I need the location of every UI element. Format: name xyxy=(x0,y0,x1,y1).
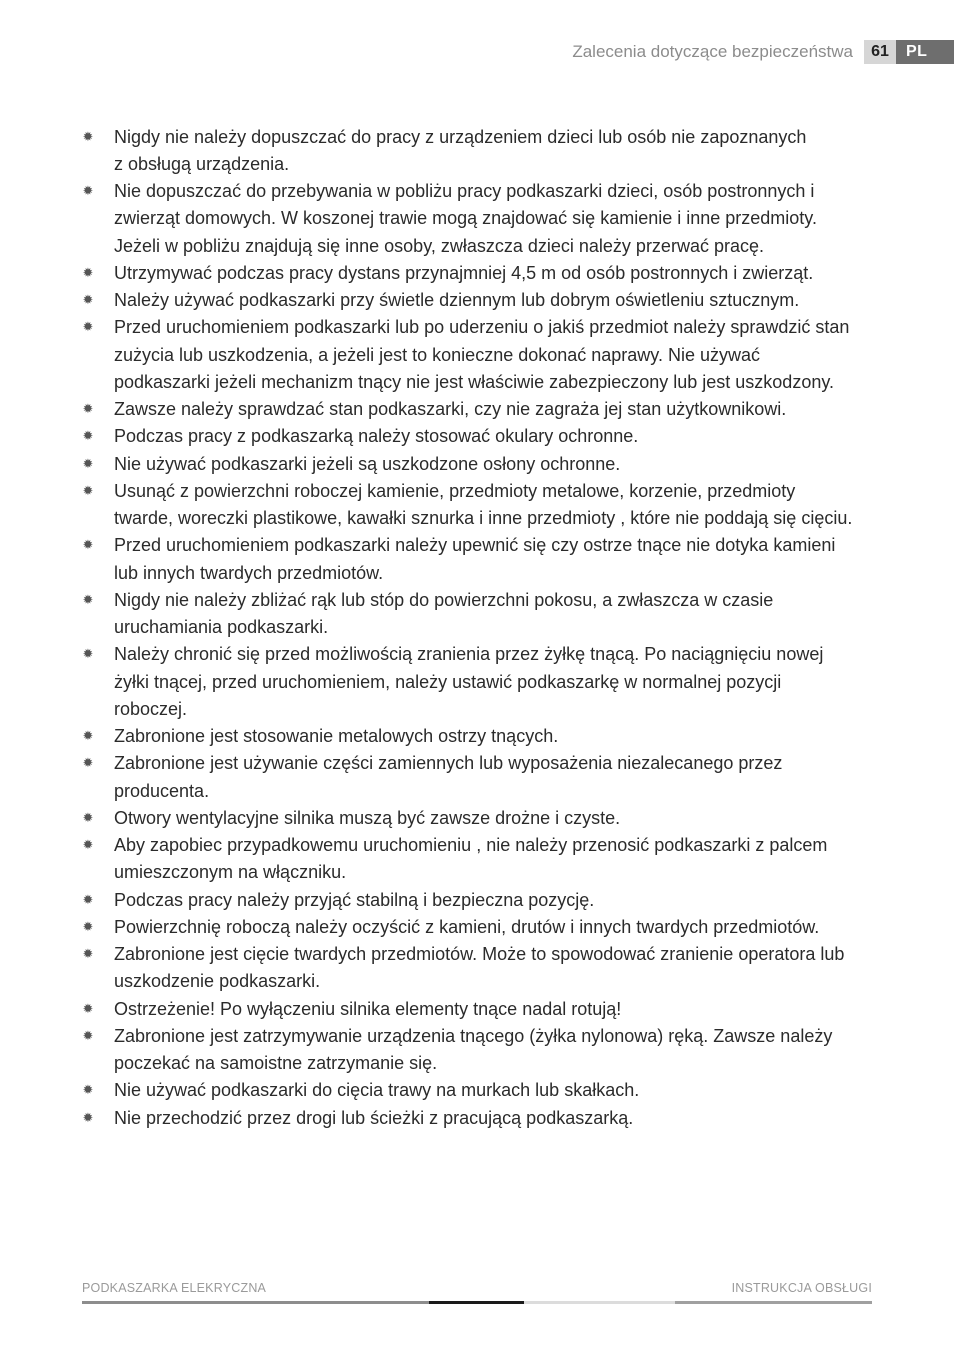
list-item xyxy=(81,1023,852,1078)
list-item-line: Nie dopuszczać do przebywania w pobliżu pracy podkaszarki dzieci, osób postronnych i xyxy=(114,181,815,201)
list-item-line: Powierzchnię roboczą należy oczyścić z kamieni, drutów i innych twardych przedmiotów. xyxy=(114,916,820,937)
gear-bullet-icon xyxy=(81,396,95,423)
gear-bullet-icon xyxy=(81,723,95,750)
gear-bullet-icon xyxy=(81,887,95,914)
list-item-line: zwierząt domowych. W koszonej trawie mogą znajdować się kamienie i inne przedmioty. xyxy=(114,208,817,229)
list-item xyxy=(81,887,852,914)
gear-bullet-icon xyxy=(81,314,95,341)
gear-bullet-icon xyxy=(81,996,95,1023)
language-badge: PL xyxy=(896,40,954,64)
list-item xyxy=(81,805,852,832)
footer-manual-title: INSTRUKCJA OBSŁUGI xyxy=(731,1281,872,1295)
list-item xyxy=(81,451,852,478)
gear-bullet-icon xyxy=(81,260,95,287)
gear-bullet-icon xyxy=(81,587,95,614)
gear-bullet-icon xyxy=(81,941,95,968)
list-item xyxy=(81,478,852,533)
footer-rule-segment xyxy=(82,1301,429,1304)
list-item-line: Nie przechodzić przez drogi lub ścieżki z pracującą podkaszarką. xyxy=(114,1107,634,1128)
list-item-line: Zabronione jest cięcie twardych przedmiotów. Może to spowodować zranienie operatora lub xyxy=(114,944,845,964)
gear-bullet-icon xyxy=(81,750,95,777)
list-item-line: zużycia lub uszkodzenia, a jeżeli jest to konieczne dokonać naprawy. Nie używać xyxy=(114,344,761,365)
list-item xyxy=(81,914,852,941)
gear-bullet-icon xyxy=(81,832,95,859)
list-item-line: żyłki tnącej, przed uruchomieniem, należy ustawić podkaszarkę w normalnej pozycji xyxy=(114,671,782,692)
list-item-line: uszkodzenie podkaszarki. xyxy=(114,971,321,992)
list-item-line: umieszczonym na włączniku. xyxy=(114,862,347,883)
section-title: Zalecenia dotyczące bezpieczeństwa xyxy=(572,42,853,61)
list-item xyxy=(81,396,852,423)
gear-bullet-icon xyxy=(81,423,95,450)
list-item-line: Należy używać podkaszarki przy świetle dziennym lub dobrym oświetleniu sztucznym. xyxy=(114,290,800,310)
list-item-line: twarde, woreczki plastikowe, kawałki sznurka i inne przedmioty , które nie poddają się cięciu. xyxy=(114,508,853,528)
footer-rule xyxy=(0,1301,954,1304)
list-item xyxy=(81,532,852,587)
gear-bullet-icon xyxy=(81,451,95,478)
list-item-line: Podczas pracy z podkaszarką należy stosować okulary ochronne. xyxy=(114,426,639,447)
list-item-line: Podczas pracy należy przyjąć stabilną i bezpieczna pozycję. xyxy=(114,889,595,910)
list-item-line: Otwory wentylacyjne silnika muszą być zawsze drożne i czyste. xyxy=(114,807,621,828)
list-item-line: Aby zapobiec przypadkowemu uruchomieniu , nie należy przenosić podkaszarki z palcem xyxy=(114,835,828,855)
gear-bullet-icon xyxy=(81,478,95,505)
list-item-line: Nie używać podkaszarki do cięcia trawy na murkach lub skałkach. xyxy=(114,1080,640,1101)
list-item xyxy=(81,941,852,996)
list-item xyxy=(81,587,852,642)
list-item-line: Usunąć z powierzchni roboczej kamienie, przedmioty metalowe, korzenie, przedmioty xyxy=(114,480,796,501)
list-item-line: roboczej. xyxy=(114,698,188,719)
gear-bullet-icon xyxy=(81,532,95,559)
page-number: 61 xyxy=(864,40,896,64)
list-item-line: Zawsze należy sprawdzać stan podkaszarki, czy nie zagraża jej stan użytkownikowi. xyxy=(114,399,787,419)
list-item-line: Zabronione jest zatrzymywanie urządzenia tnącego (żyłka nylonowa) ręką. Zawsze należy xyxy=(114,1025,833,1046)
safety-instructions-list xyxy=(81,124,852,1132)
gear-bullet-icon xyxy=(81,805,95,832)
gear-bullet-icon xyxy=(81,641,95,668)
list-item xyxy=(81,178,852,260)
list-item-line: producenta. xyxy=(114,780,210,801)
gear-bullet-icon xyxy=(81,124,95,151)
list-item-line: Ostrzeżenie! Po wyłączeniu silnika elementy tnące nadal rotują! xyxy=(114,998,622,1019)
list-item xyxy=(81,1105,852,1132)
list-item xyxy=(81,723,852,750)
list-item-line: podkaszarki jeżeli mechanizm tnący nie jest właściwie zabezpieczony lub jest uszkodzony. xyxy=(114,371,834,392)
footer-rule-segment xyxy=(675,1301,872,1304)
list-item-line: Przed uruchomieniem podkaszarki lub po uderzeniu o jakiś przedmiot należy sprawdzić stan xyxy=(114,317,850,338)
list-item xyxy=(81,641,852,723)
list-item-line: Utrzymywać podczas pracy dystans przynajmniej 4,5 m od osób postronnych i zwierząt. xyxy=(114,262,814,283)
footer-product-name: PODKASZARKA ELEKRYCZNA xyxy=(82,1281,267,1295)
list-item-line: Jeżeli w pobliżu znajdują się inne osoby, zwłaszcza dzieci należy przerwać pracę. xyxy=(114,235,764,256)
gear-bullet-icon xyxy=(81,1105,95,1132)
list-item-line: poczekać na samoistne zatrzymanie się. xyxy=(114,1053,438,1073)
list-item-line: Nie używać podkaszarki jeżeli są uszkodzone osłony ochronne. xyxy=(114,453,621,474)
list-item-line: lub innych twardych przedmiotów. xyxy=(114,562,384,583)
list-item-line: Zabronione jest używanie części zamiennych lub wyposażenia niezalecanego przez xyxy=(114,753,783,774)
list-item xyxy=(81,423,852,450)
list-item xyxy=(81,996,852,1023)
list-item xyxy=(81,314,852,396)
list-item xyxy=(81,750,852,805)
list-item-line: Zabronione jest stosowanie metalowych ostrzy tnących. xyxy=(114,726,559,746)
footer-rule-segment xyxy=(429,1301,524,1304)
list-item xyxy=(81,124,852,179)
gear-bullet-icon xyxy=(81,1023,95,1050)
list-item-line: Nigdy nie należy zbliżać rąk lub stóp do powierzchni pokosu, a zwłaszcza w czasie xyxy=(114,589,774,610)
list-item-line: z obsługą urządzenia. xyxy=(114,153,290,174)
list-item-line: Przed uruchomieniem podkaszarki należy upewnić się czy ostrze tnące nie dotyka kamieni xyxy=(114,535,836,556)
list-item xyxy=(81,260,852,287)
list-item xyxy=(81,1077,852,1104)
list-item xyxy=(81,832,852,887)
list-item-line: Nigdy nie należy dopuszczać do pracy z urządzeniem dzieci lub osób nie zapoznanych xyxy=(114,126,807,147)
gear-bullet-icon xyxy=(81,1077,95,1104)
gear-bullet-icon xyxy=(81,178,95,205)
list-item xyxy=(81,287,852,314)
gear-bullet-icon xyxy=(81,287,95,314)
footer-rule-segment xyxy=(524,1301,675,1304)
gear-bullet-icon xyxy=(81,914,95,941)
list-item-line: uruchamiania podkaszarki. xyxy=(114,617,329,637)
list-item-line: Należy chronić się przed możliwością zranienia przez żyłkę tnącą. Po naciągnięciu nowej xyxy=(114,644,824,665)
